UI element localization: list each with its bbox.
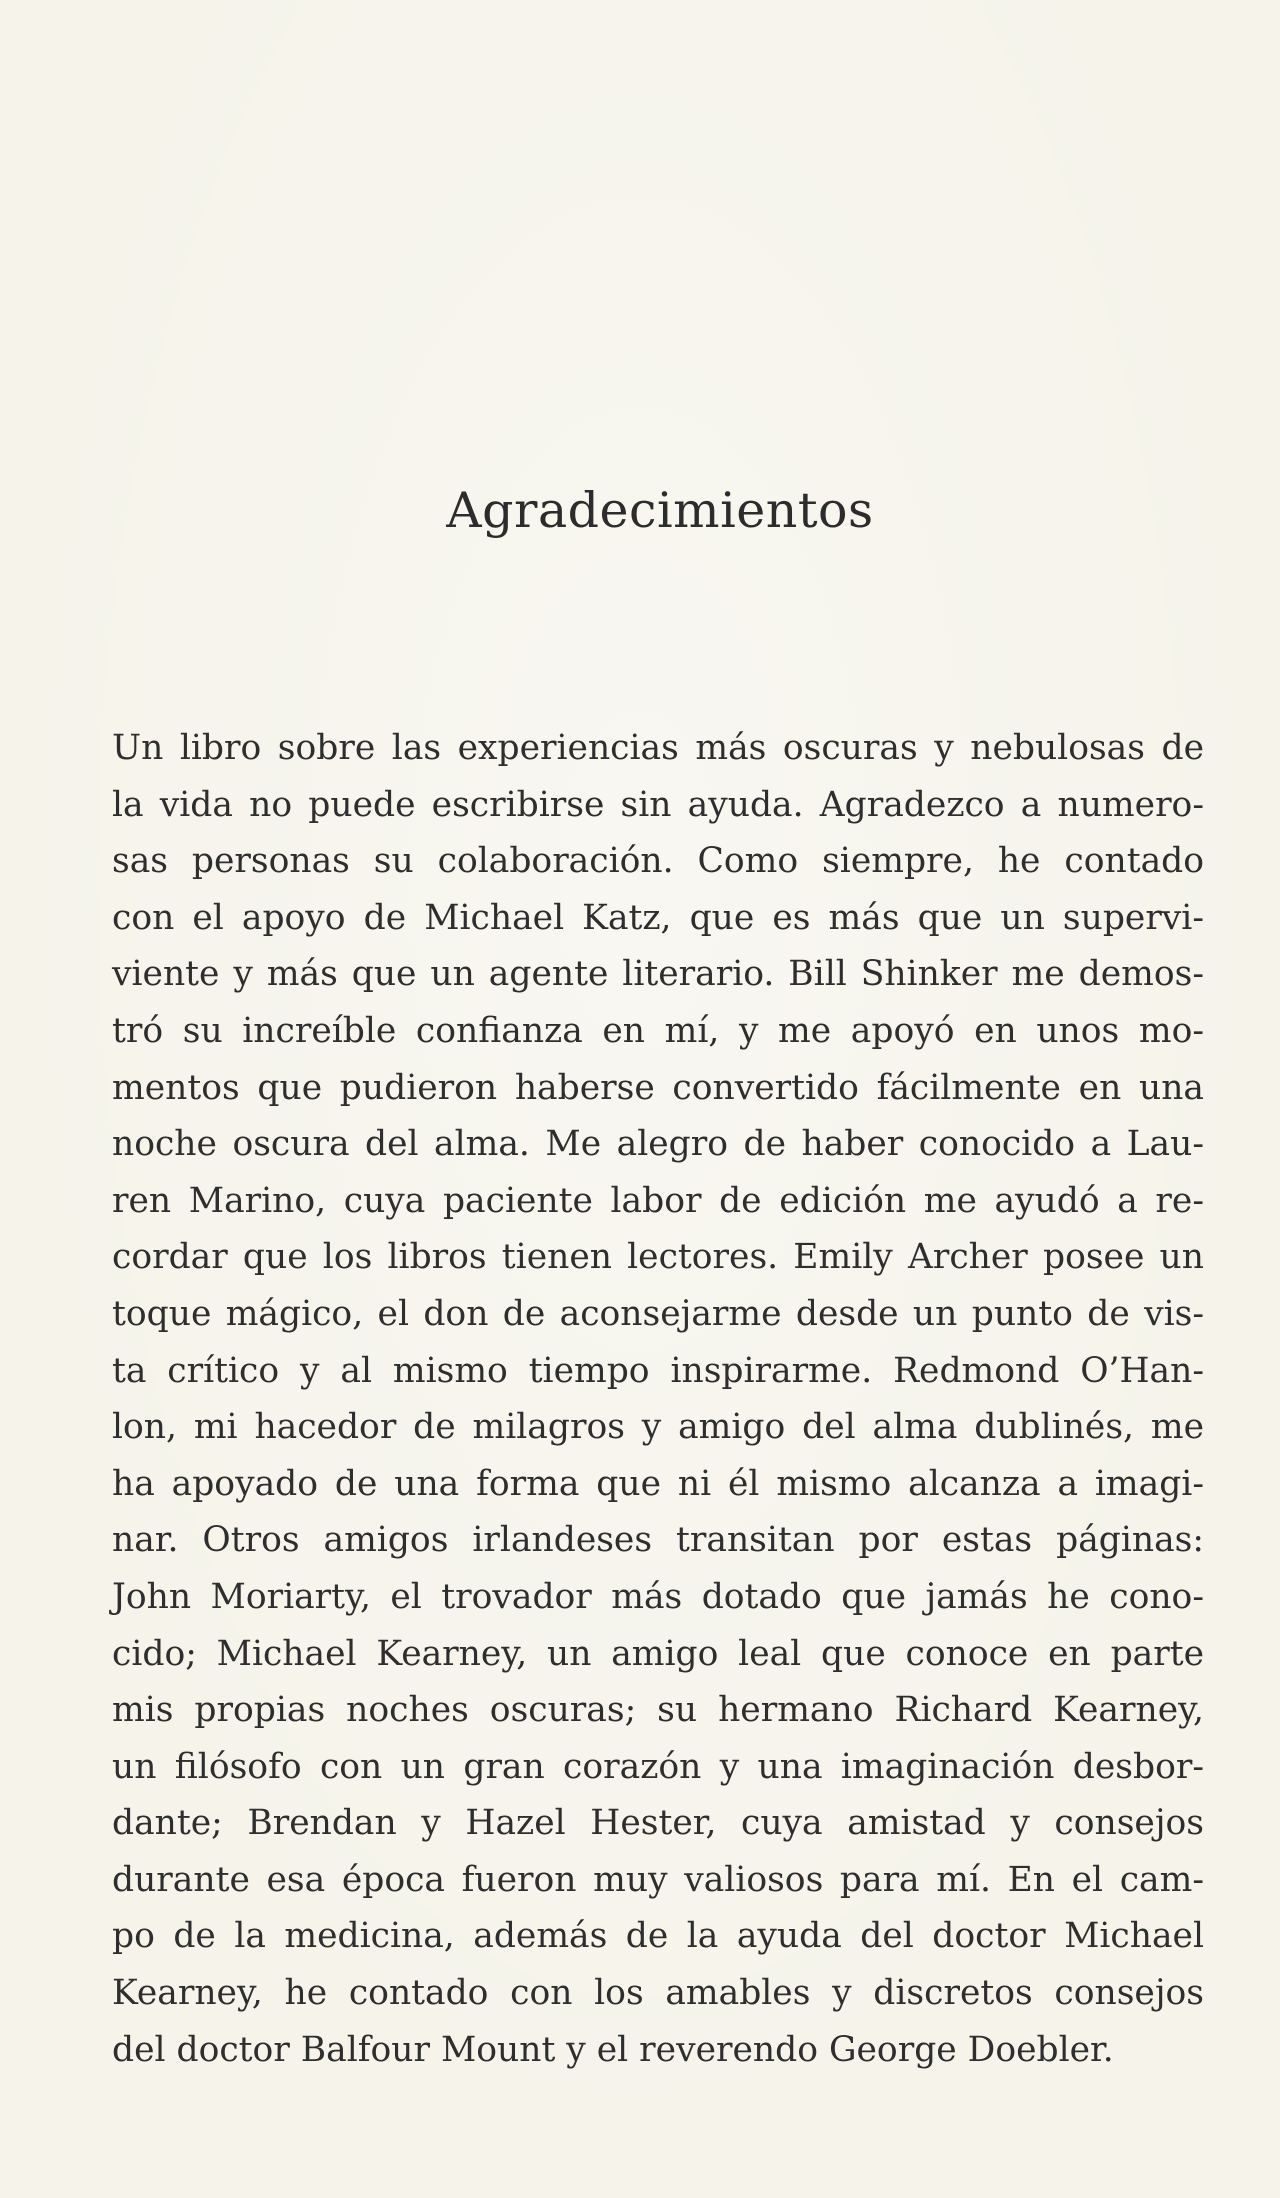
- text-line: cordar que los libros tienen lectores. Emily Archer posee un: [112, 1237, 1204, 1278]
- text-line: sas personas su colaboración. Como siempre, he contado: [112, 841, 1204, 882]
- text-line: noche oscura del alma. Me alegro de haber conocido a Lau-: [112, 1124, 1204, 1165]
- text-line: del doctor Balfour Mount y el reverendo George Doebler.: [112, 2029, 1114, 2070]
- text-line: durante esa época fueron muy valiosos para mí. En el cam-: [112, 1859, 1204, 1900]
- text-line: ta crítico y al mismo tiempo inspirarme. Redmond O’Han-: [112, 1350, 1204, 1391]
- text-line: un filósofo con un gran corazón y una imaginación desbor-: [112, 1746, 1204, 1787]
- body-paragraph: [112, 720, 1204, 2078]
- text-line: ha apoyado de una forma que ni él mismo alcanza a imagi-: [112, 1463, 1204, 1504]
- text-line: la vida no puede escribirse sin ayuda. Agradezco a numero-: [112, 784, 1204, 825]
- text-line: tró su increíble confianza en mí, y me apoyó en unos mo-: [112, 1010, 1204, 1051]
- text-line: toque mágico, el don de aconsejarme desde un punto de vis-: [112, 1293, 1204, 1334]
- text-line: viente y más que un agente literario. Bill Shinker me demos-: [112, 954, 1204, 995]
- text-line: John Moriarty, el trovador más dotado que jamás he cono-: [112, 1576, 1204, 1617]
- text-line: po de la medicina, además de la ayuda del doctor Michael: [112, 1916, 1204, 1957]
- text-line: dante; Brendan y Hazel Hester, cuya amistad y consejos: [112, 1803, 1204, 1844]
- text-line: mis propias noches oscuras; su hermano Richard Kearney,: [112, 1690, 1204, 1731]
- text-line: nar. Otros amigos irlandeses transitan por estas páginas:: [112, 1520, 1204, 1561]
- text-line: Un libro sobre las experiencias más oscuras y nebulosas de: [112, 728, 1204, 768]
- text-line: lon, mi hacedor de milagros y amigo del alma dublinés, me: [112, 1407, 1204, 1448]
- text-line: con el apoyo de Michael Katz, que es más que un supervi-: [112, 897, 1204, 938]
- text-line: ren Marino, cuya paciente labor de edición me ayudó a re-: [112, 1180, 1204, 1221]
- text-line: Kearney, he contado con los amables y discretos consejos: [112, 1973, 1204, 2014]
- text-line: cido; Michael Kearney, un amigo leal que conoce en parte: [112, 1633, 1204, 1674]
- page-title: Agradecimientos: [446, 482, 874, 539]
- text-line: mentos que pudieron haberse convertido fácilmente en una: [112, 1067, 1204, 1108]
